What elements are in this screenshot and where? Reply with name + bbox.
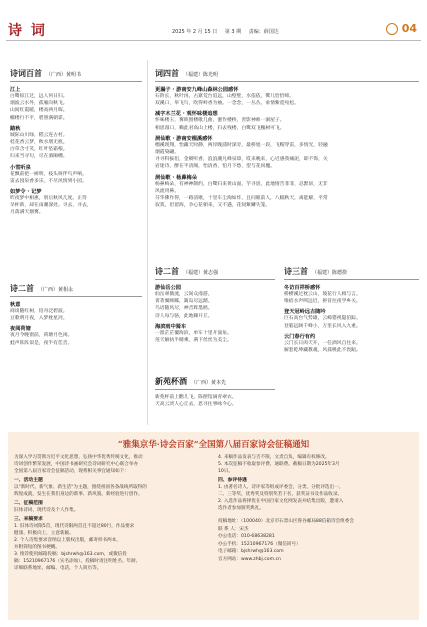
header-divider	[6, 40, 421, 41]
notice-paragraph: 5. 本次征稿不收取参评费、通联费。截稿日期为2025年3月	[218, 462, 340, 467]
poem-line: 新苑杯前上鹳儿飞，陈摆馆滴青翠衣。	[155, 395, 237, 400]
notice-paragraph: 辉煌成就，发生在我们身边的新事、新风貌、新经验进行创作。	[14, 492, 143, 497]
section-two-poems	[10, 283, 142, 347]
poem-title: 小雪听泉	[10, 164, 31, 171]
issue-meta	[172, 28, 285, 35]
column-divider	[147, 60, 148, 425]
section-title: 诗三首 （福建）陈德揆	[284, 266, 348, 276]
poem-line: 花飘前把一树明，枝头呀伴鸟声响。	[10, 171, 87, 177]
issue-date: 2025 年 2 月 15 日	[172, 29, 218, 35]
poem-line: 山间红霞暖，楼高两月晖。	[10, 108, 68, 114]
notice-paragraph: 详细联系地址、邮编、电话，个人简历等。	[14, 566, 102, 571]
notice-paragraph: 全国第八届百家诗会征稿活动，现将相关事宜通知如下：	[14, 469, 129, 474]
poem-line: 豆歌明月夜，入梦枕星河。	[10, 316, 68, 322]
poem-list	[284, 284, 419, 354]
poem-line: 巨石高台气势雄，云嶂猎视隐伯踪。	[284, 316, 361, 322]
poem-title: 秋意	[10, 302, 21, 308]
poem-line: 解套乾坤藏教魂，风孤桃此不畏蹈。	[284, 348, 361, 354]
notice-paragraph: 1. 旧体诗词限5首，现代诗限两首且不超过80行，作品要求	[14, 524, 135, 529]
notice-paragraph: 旧体诗词、现代诗及个人作集。	[14, 508, 79, 513]
contact-line: 官方网站：www.zhbj.com.cn	[218, 556, 281, 562]
notice-left-column	[14, 454, 212, 572]
section-two-poems-huang	[155, 266, 275, 344]
poem-line: 椰楼行不平，碧照满朝霏。	[10, 115, 68, 121]
poem-line: 桥横溪过枕云山，坡花行人相与言。	[284, 292, 361, 297]
section-rule	[10, 81, 142, 82]
section-title: 诗二首 （广西）黄相永	[10, 283, 74, 293]
poem-list	[155, 284, 275, 344]
poem-title: 冬访百祥桥感怀	[284, 285, 321, 291]
poem-title: 如梦令 · 记梦	[10, 189, 42, 196]
notice-heading: 二、征稿范围	[14, 501, 43, 506]
poem-line: 怀味楼玉，雾锁围楼歌几曲，蜜作楼桥，善影神师一洞屋子。	[155, 118, 285, 124]
poem-title: 减字木兰花 · 观怀味楼追想	[155, 111, 218, 118]
issue-number: 第 3 期	[224, 29, 242, 35]
poem-title: 云门春行有约	[284, 333, 316, 340]
poem-line: 杨鼻梅朵，有神神制约，白鹭归来黄山面，芋寻思，此地情告菲菲，忍默诉，无非	[155, 181, 328, 187]
poem-line: 桂花香云梦，秋水朋无痕。	[10, 140, 68, 146]
section-title: 新苑杯酒 （广西）黄本先	[155, 376, 227, 386]
section-poems-100	[10, 68, 142, 217]
contact-block	[218, 518, 416, 564]
notice-title: “雅集京华·诗会百家”全国第八届百家诗会征稿通知	[117, 440, 310, 450]
poem-line: 仙岳翠微流，云间众漫游。	[155, 292, 213, 297]
poem-line: 夜月今晚窗前，荷塘月色闲。	[10, 333, 73, 339]
poem-title: 海滨雨中骑车	[155, 323, 187, 330]
poem-line: 岩迷诗，醉在半清阁，怡清香，怕月下愁，望与花同魔。	[155, 164, 275, 170]
notice-paragraph: 2. 入选作品将择优在中国百家文化网发表并结集出版，邀请入	[218, 499, 344, 504]
poem-line: 商谈随红树，铅舟泛碧波。	[10, 309, 68, 314]
section-rule	[155, 389, 275, 390]
poem-line: 白草含寸笑，红叶坠霜根。	[10, 147, 68, 153]
poem-line: 天高云淡人心丘去，恩寻往事咏今心。	[155, 402, 237, 408]
poem-line: 石阶长，秋叶再，古寨荒台追远，山壁壁，水依依，鹭儿恰恰啼。	[155, 94, 295, 99]
page-number-text: 04	[401, 22, 417, 35]
section-three-poems	[284, 266, 419, 354]
notice-right-column	[218, 454, 416, 564]
notice-paragraph: 并附简短的图书梗概。	[14, 545, 60, 550]
circle-icon	[386, 23, 398, 35]
poem-line: 昨夜梦中相惠，别后秋风几度。正待	[10, 196, 87, 202]
section-title: 诗词百首 （广西）黄明书	[10, 68, 82, 78]
poem-title: 踏秋	[10, 125, 21, 132]
notice-paragraph: 健康、积极向上，立意新颖。	[14, 531, 74, 536]
contact-line: 电子邮箱：bjshrwh@163.com	[218, 549, 284, 555]
poem-line: 登临远阔千峰小，万里长风入九重。	[284, 323, 361, 329]
poem-line: 寻寻科拔侣，金朝听香，浪浪潮凡峰泉璋，哎来晚来，心近感我痛泥，即不饰，关	[155, 157, 328, 163]
section-rule	[155, 81, 419, 82]
poem-line: 风流用鼻。	[155, 188, 179, 194]
section-four-ci	[155, 68, 419, 209]
notice-paragraph: 4. 来稿作品发表与否不限，文责自负，编辑有权修改。	[218, 455, 330, 460]
page-number	[386, 22, 417, 35]
poem-title: 夜阅荷塘	[10, 326, 31, 333]
poem-line: 一派茫茫覆海滨，单车十里开演角。	[155, 330, 232, 336]
notice-paragraph: 3. 推荐使用邮箱投稿：bjshrwh@163.com，或微信投	[14, 552, 127, 557]
notice-heading: 四、参评待遇	[218, 478, 247, 483]
poem-line: 鸟语随风尽，神音辉墨鸥。	[155, 306, 213, 312]
contact-line: 办公电话：010-68638281	[218, 534, 275, 540]
notice-heading: 一、活动主题	[14, 478, 43, 483]
contact-line: 联 系 人：宋杰	[218, 526, 249, 532]
notice-paragraph: 选作者参加颁奖典礼。	[218, 506, 264, 511]
notice-paragraph: 10日。	[218, 469, 234, 474]
poem-list	[155, 86, 419, 209]
poem-line: 月落满天烟雾。	[10, 210, 44, 216]
section-xinyuan	[155, 376, 275, 408]
poem-title: 江上	[10, 87, 21, 93]
notice-paragraph: 1. 由著名诗人、诗评家等组成评委会，分类、分批评选出一、	[218, 485, 344, 490]
poem-title: 登天冠岭远古随吟	[284, 309, 326, 316]
section-title: 诗二首 （福建）黄志强	[155, 266, 219, 276]
poem-line: 云门长日肉天开，一任酒风自往来。	[284, 340, 361, 346]
section-rule	[10, 296, 142, 297]
poem-title: 洞仙歌 · 杨鼻梅朵	[155, 174, 197, 181]
notice-heading: 三、来稿要求	[14, 517, 43, 522]
notice-paragraph: 二、三等奖、优秀奖及特别奖若干名，获奖证书及作品收录。	[218, 492, 343, 497]
poem-line: 城际山川绿，稻云连古村。	[10, 132, 68, 138]
poem-line: 归来当寻句，尽在酒阑樽。	[10, 154, 68, 160]
poem-line: 诗人每与骆，此地赖开丘。	[155, 313, 213, 319]
poem-line: 雷去园泉香多乐，不尽风情到小园。	[10, 178, 87, 184]
poem-title: 更漏子 · 游南安九峰山森林公园感怀	[155, 87, 239, 93]
poem-line: 相思漫口，赖此君高山上楼，归去残楼，白鹭双飞槐树可飞。	[155, 125, 285, 131]
poem-list	[155, 394, 275, 408]
poem-line: 唯宿水声鸣远近，拼冒往夜学乡关。	[284, 299, 361, 305]
masthead-title: 诗 词	[8, 23, 47, 39]
contact-line: 办公手机：15210967176（微信同号）	[218, 541, 301, 547]
poem-line: 芬华佛作得，一路清歌，十里车尘淘如炸，且问眼前人，八幅秋天，离能解，平常	[155, 196, 328, 202]
contact-line: 投稿地址：（100040）北京市石景山区鲁谷邮局88信箱诗会组委会	[218, 519, 354, 524]
poem-line: 榴溪现翔，怡藏天时静，两岸晚浦时深旁，最桥旭一段，飞帽穿雷，多情光，轻融	[155, 142, 328, 148]
page-header	[0, 0, 427, 52]
notice-paragraph: 诗词创作繁荣发展，中国诗书画研究会诗词研究中心联合举办	[14, 462, 139, 467]
poem-title: 洞仙歌 · 游南安榴溪感怀	[155, 135, 213, 142]
notice-paragraph: 稿：15210967176（实名添加）。投稿时请注明姓名、年龄、	[14, 559, 141, 564]
poem-title: 游仙岳公园	[155, 285, 181, 291]
notice-paragraph: 以"新时代、新气象、新生活"为主题，围绕祖国各条战线所取得的	[14, 485, 147, 490]
poem-list	[10, 86, 142, 217]
poem-line: 寂寞，但留海，争心花朝来，又不遇，花间紫鳞失笼。	[155, 203, 271, 209]
poem-line: 菁菁翼顾踯，篱岛尽远踏。	[155, 299, 213, 305]
poem-line: 白鹭掠江过，远人何日归。	[10, 94, 68, 99]
section-rule	[284, 279, 419, 280]
poem-line: 早杯新，却在雨潮深处。寻去，寻去，	[10, 203, 92, 209]
section-rule	[155, 279, 275, 280]
poem-line: 烟霞染翩。	[155, 150, 179, 156]
call-for-submissions	[8, 432, 419, 620]
editor-credit: 责编：薛国达	[248, 29, 279, 35]
section-title: 词四首 （福建）陈光明	[155, 68, 219, 78]
poem-line: 双溪口，举飞鸟，吹得岭香为袖。一念念，一丛丛，垂情紫霓宛松。	[155, 101, 299, 107]
poem-line: 蛙声阵阵似是，夜半有佳音。	[10, 340, 73, 346]
notice-paragraph: 为深入学习贯彻习近平文化思想，弘扬中华优秀传统文化，推动	[14, 455, 143, 460]
poem-line: 莲天解执半睛乘，满下丝丝为美尘。	[155, 338, 232, 344]
poem-line: 烟波云水外，孤雁向秋飞。	[10, 101, 68, 107]
poem-list	[10, 301, 142, 347]
notice-paragraph: 2. 个人诗集要求容纳以上版权出版，邮寄样书两本，	[14, 538, 121, 543]
